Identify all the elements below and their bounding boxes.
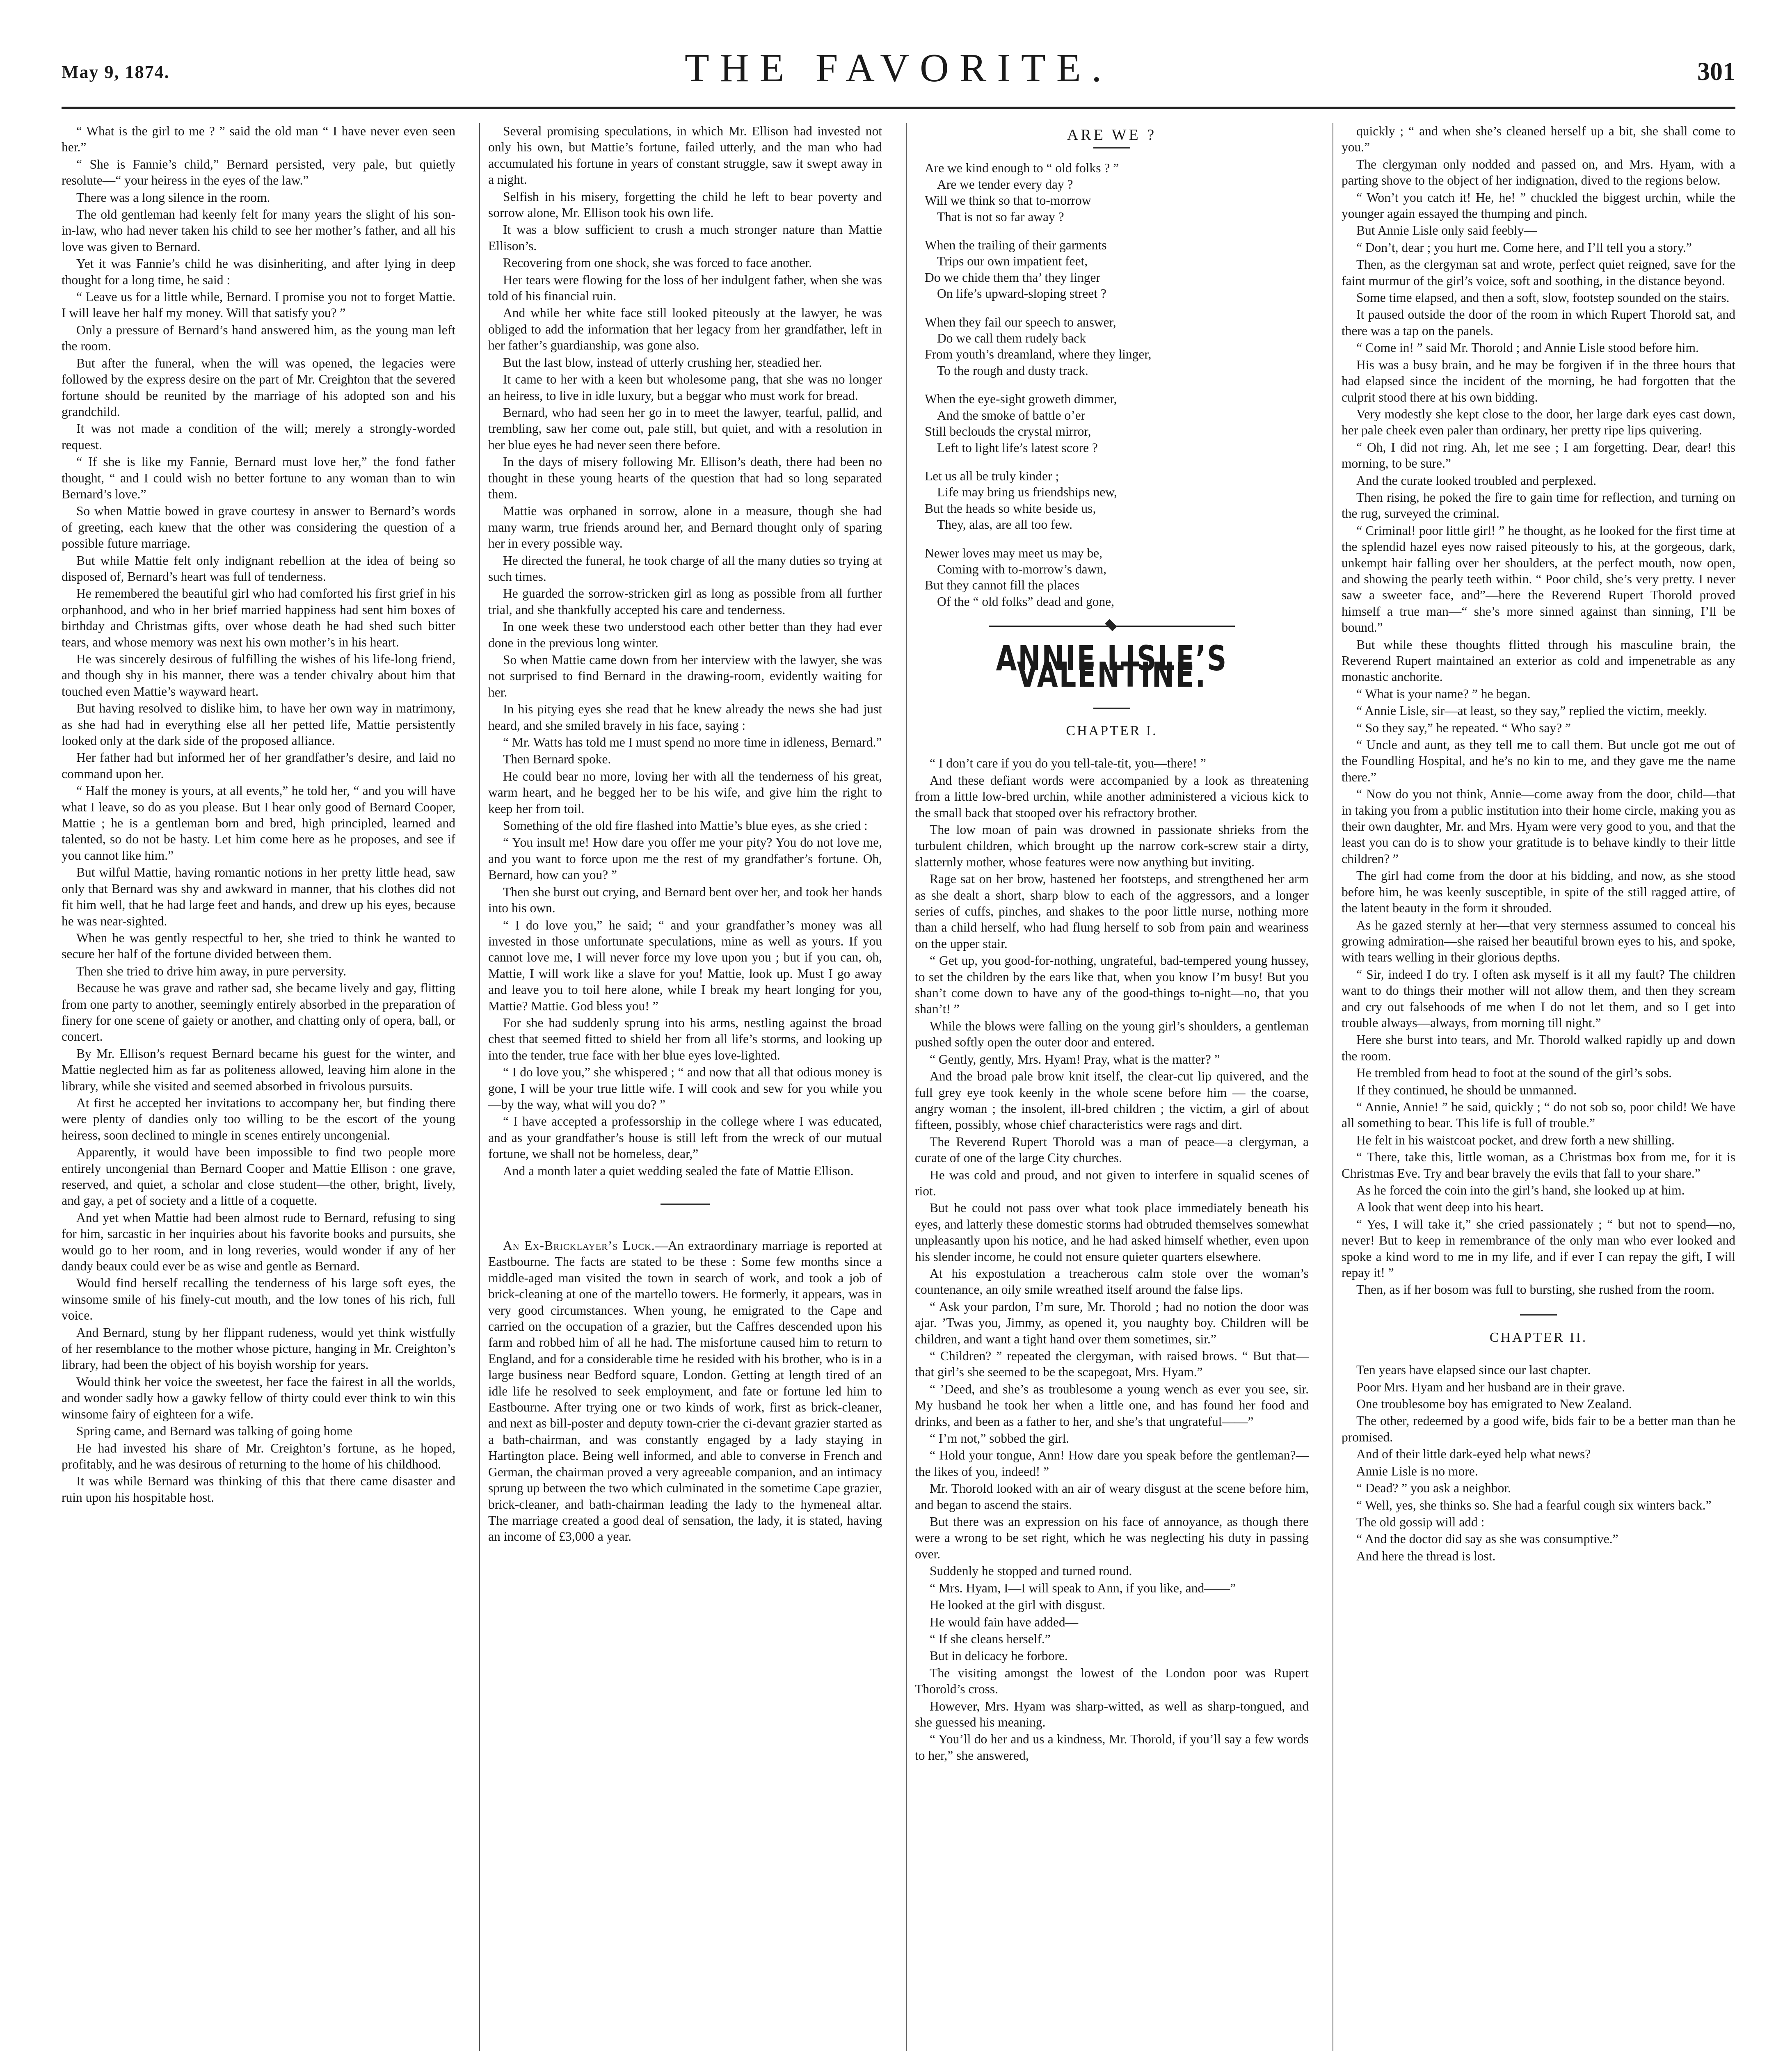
paragraph: “ Hold your tongue, Ann! How dare you speak before the gentleman?—the likes of you, indeed! ” <box>915 1448 1309 1479</box>
paragraph: Only a pressure of Bernard’s hand answered him, as the young man left the room. <box>62 322 455 354</box>
news-item-text: —An extraordinary marriage is reported at Eastbourne. The facts are stated to be these : Some few months since a middle-aged man visited the town in search of work, and took a job of brick-cleaning at one of the martello towers. He formerly, it appears, was in very good circumstances. When young, he emigrated to the Cape and carried on the occupation of a grazier, but the Caffres descended upon his farm and robbed him of all he had. The misfortune caused him to return to England, and for a considerable time he resided with his brother, who is in a large business near Bedford square, London. Getting at length tired of an idle life he resolved to seek employment, and fate or fortune led him to Eastbourne. After trying one or two kinds of work, first as brick-cleaner, and next as bill-poster and deputy town-crier the ci-devant grazier started as a bath-chairman, and was constantly engaged by a lady staying in Hartington place. Being well informed, and able to converse in French and German, the chairman proved a very agreeable companion, and an intimacy sprung up between the two which culminated in the sometime Cape grazier, brick-cleaner, and bath-chairman leading the lady to the hymeneal altar. The marriage created a good deal of sensation, the lady, it is stated, having an income of £3,000 a year. <box>488 1238 882 1544</box>
paragraph: In his pitying eyes she read that he knew already the news she had just heard, and she smiled bravely in his face, saying : <box>488 702 882 733</box>
paragraph: And a month later a quiet wedding sealed the fate of Mattie Ellison. <box>503 1163 854 1178</box>
paragraph: “ Mrs. Hyam, I—I will speak to Ann, if you like, and——” <box>930 1581 1236 1595</box>
paragraph: The old gentleman had keenly felt for many years the slight of his son-in-law, who had never taken his child to see her mother’s father, and all his love was given to Bernard. <box>62 207 455 254</box>
paragraph: It was not made a condition of the will; merely a strongly-worded request. <box>62 421 455 452</box>
paragraph: And yet when Mattie had been almost rude to Bernard, refusing to sing for him, sarcastic in her inquiries about his favorite books and pursuits, she would go to her room, and in long reveries, would wonder if any of her dandy beaux could ever be as wise and gentle as Bernard. <box>62 1210 455 1274</box>
paragraph: And the curate looked troubled and perplexed. <box>1356 473 1597 488</box>
paragraph: And here the thread is lost. <box>1356 1549 1496 1563</box>
paragraph: But the last blow, instead of utterly crushing her, steadied her. <box>503 355 822 370</box>
news-item-heading: An Ex-Bricklayer’s Luck. <box>503 1238 655 1253</box>
paragraph: But there was an expression on his face of annoyance, as though there were a wrong to be set right, which he was neglecting his duty in passing over. <box>915 1514 1309 1561</box>
paragraph: It paused outside the door of the room in which Rupert Thorold sat, and there was a tap on the panels. <box>1342 307 1735 338</box>
paragraph: “ I’m not,” sobbed the girl. <box>930 1431 1070 1446</box>
paragraph: For she had suddenly sprung into his arms, nestling against the broad chest that seemed fitted to shield her from all life’s storms, and looking up into the tender, true face with her blue eyes love-lighted. <box>488 1015 882 1062</box>
paragraph: “ Half the money is yours, at all events,” he told her, “ and you will have what I leave, so do as you please. But I hear only good of Bernard Cooper, Mattie ; he is a gentleman born and bred, high principled, learned and talented, so do not be hasty. Let him come here as he proposes, and see if you cannot like him.” <box>62 783 455 863</box>
paragraph: At his expostulation a treacherous calm stole over the woman’s countenance, an oily smile wreathed itself around the false lips. <box>915 1266 1309 1297</box>
paragraph: He trembled from head to foot at the sound of the girl’s sobs. <box>1356 1066 1672 1080</box>
chapter-2-text <box>1342 1362 1735 1564</box>
paragraph: “ Sir, indeed I do try. I often ask myself is it all my fault? The children want to do things their mother will not allow them, and then they scream and cry out falsehoods of me when I do not let them, and so I get into trouble always—always, from morning till night.” <box>1342 967 1735 1030</box>
paragraph: In the days of misery following Mr. Ellison’s death, there had been no thought in these young hearts of the question that had so long separated them. <box>488 455 882 501</box>
paragraph: “ Dead? ” you ask a neighbor. <box>1356 1481 1511 1496</box>
chapter-heading: CHAPTER I. <box>1066 723 1158 738</box>
paragraph: Would find herself recalling the tenderness of his large soft eyes, the winsome smile of his finely-cut mouth, and the low tones of his rich, full voice. <box>62 1276 455 1323</box>
column-2 <box>488 123 882 2051</box>
section-rule <box>661 1204 710 1205</box>
paragraph: Then, as if her bosom was full to bursting, she rushed from the room. <box>1356 1282 1715 1297</box>
page-number: 301 <box>1697 58 1735 86</box>
paragraph: The Reverend Rupert Thorold was a man of peace—a clergyman, a curate of one of the large City churches. <box>915 1134 1309 1165</box>
paragraph: Mr. Thorold looked with an air of weary disgust at the scene before him, and began to ascend the stairs. <box>915 1481 1309 1512</box>
paragraph: “ She is Fannie’s child,” Bernard persisted, very pale, but quietly resolute—“ your heiress in the eyes of the law.” <box>62 157 455 188</box>
paragraph: So when Mattie bowed in grave courtesy in answer to Bernard’s words of greeting, each knew that the other was considering the question of a possible future marriage. <box>62 504 455 551</box>
poem-line: And the smoke of battle o’er <box>937 408 1086 423</box>
title-rule <box>1093 147 1130 148</box>
paragraph: Because he was grave and rather sad, she became lively and gay, flitting from one party to another, seemingly entirely absorbed in the preparation of finery for one scene of gaiety or another, and chatting only of opera, ball, or concert. <box>62 981 455 1044</box>
paragraph: And while her white face still looked piteously at the lawyer, he was obliged to add the information that her legacy from her grandfather, left in her father’s guardianship, was gone also. <box>488 306 882 353</box>
paragraph: Selfish in his misery, forgetting the child he left to bear poverty and sorrow alone, Mr. Ellison took his own life. <box>488 189 882 220</box>
poem-line: Of the “ old folks” dead and gone, <box>937 594 1115 609</box>
paragraph: Then she burst out crying, and Bernard bent over her, and took her hands into his own. <box>488 884 882 916</box>
paragraph: “ Ask your pardon, I’m sure, Mr. Thorold ; had no notion the door was ajar. ’Twas you, Jimmy, as opened it, you naughty boy. Children will be children, and want a tight hand over them sometimes, sir.” <box>915 1299 1309 1346</box>
issue-date: May 9, 1874. <box>62 62 170 82</box>
paragraph: Annie Lisle is no more. <box>1356 1464 1478 1478</box>
poem-line: When the eye-sight groweth dimmer, <box>925 392 1117 407</box>
paragraph: The clergyman only nodded and passed on, and Mrs. Hyam, with a parting shove to the object of her indignation, dived to the regions below. <box>1342 157 1735 188</box>
paragraph: And of their little dark-eyed help what news? <box>1356 1447 1591 1462</box>
newspaper-page <box>62 45 1735 2051</box>
paragraph: “ Annie Lisle, sir—at least, so they say,” replied the victim, meekly. <box>1356 703 1707 718</box>
paragraph: Her tears were flowing for the loss of her indulgent father, when she was told of his financial ruin. <box>488 272 882 304</box>
paragraph: It came to her with a keen but wholesome pang, that she was no longer an heiress, to live in idle luxury, but a beggar who must work for bread. <box>488 372 882 403</box>
paragraph: “ Children? ” repeated the clergyman, with raised brows. “ But that—that girl’s she seemed to be the scapegoat, Mrs. Hyam.” <box>915 1349 1309 1380</box>
paragraph: Her father had but informed her of her grandfather’s desire, and laid no command upon her. <box>62 750 455 781</box>
paragraph: “ I do love you,” she whispered ; “ and now that all that odious money is gone, I will be your true little wife. I will cook and sew for you while you—by the way, what will you do? ” <box>488 1065 882 1112</box>
paragraph: If they continued, he should be unmanned. <box>1356 1083 1577 1097</box>
paragraph: He was sincerely desirous of fulfilling the wishes of his life-long friend, and though shy in his manner, there was a tender chivalry about him that touched even Mattie’s wayward heart. <box>62 652 455 699</box>
paragraph: As he gazed sternly at her—that very sternness assumed to conceal his growing admiration—she raised her beautiful brown eyes to his, and spoke, with tears welling in their glorious depths. <box>1342 918 1735 965</box>
paragraph: But while Mattie felt only indignant rebellion at the idea of being so disposed of, Bernard’s heart was full of tenderness. <box>62 553 455 584</box>
paragraph: He directed the funeral, he took charge of all the many duties so trying at such times. <box>488 553 882 584</box>
poem-stanza <box>925 468 1309 533</box>
paragraph: “ What is the girl to me ? ” said the old man “ I have never even seen her.” <box>62 124 455 155</box>
paragraph: “ Oh, I did not ring. Ah, let me see ; I am forgetting. Dear, dear! this morning, to be sure.” <box>1342 440 1735 471</box>
chapter-1-continued <box>1342 123 1735 1298</box>
paragraph: Rage sat on her brow, hastened her footsteps, and strengthened her arm as she dealt a short, sharp blow to each of the aggressors, and a longer series of cuffs, pinches, and shakes to the poor little nurse, nothing more than a child herself, who had flung herself to sob from pain and weariness on the upper stair. <box>915 872 1309 951</box>
poem-stanza <box>925 237 1309 302</box>
paragraph: When he was gently respectful to her, she tried to think he wanted to secure her half of the fortune divided between them. <box>62 930 455 962</box>
poem-line: Coming with to-morrow’s dawn, <box>937 562 1106 576</box>
paragraph: But having resolved to dislike him, to have her own way in matrimony, as she had had in everything else all her petted life, Mattie persistently looked only at the dark side of the proposed alliance. <box>62 701 455 748</box>
story-title: ANNIE LISLE’S VALENTINE. <box>996 638 1228 695</box>
paragraph: “ Don’t, dear ; you hurt me. Come here, and I’ll tell you a story.” <box>1356 240 1692 255</box>
paragraph: He felt in his waistcoat pocket, and drew forth a new shilling. <box>1356 1133 1675 1147</box>
paragraph: Suddenly he stopped and turned round. <box>930 1564 1132 1578</box>
paragraph: It was a blow sufficient to crush a much stronger nature than Mattie Ellison’s. <box>488 222 882 253</box>
paragraph: However, Mrs. Hyam was sharp-witted, as well as sharp-tongued, and she guessed his meaning. <box>915 1699 1309 1729</box>
paragraph: “ You insult me! How dare you offer me your pity? You do not love me, and you want to force upon me the rest of my grandfather’s fortune. Oh, Bernard, how can you? ” <box>488 835 882 882</box>
paragraph: Here she burst into tears, and Mr. Thorold walked rapidly up and down the room. <box>1342 1032 1735 1063</box>
story-continuation <box>488 123 882 1179</box>
paragraph: So when Mattie came down from her interview with the lawyer, she was not surprised to find Bernard in the drawing-room, evidently waiting for her. <box>488 653 882 699</box>
paragraph: And these defiant words were accompanied by a look as threatening from a little low-bred urchin, while another administered a vicious kick to the small back that stooped over his refractory brother. <box>915 773 1309 820</box>
paragraph: Then, as the clergyman sat and wrote, perfect quiet reigned, save for the faint murmur of the girl’s voice, soft and soothing, in the distance beyond. <box>1342 257 1735 288</box>
poem-line: To the rough and dusty track. <box>937 363 1088 378</box>
paragraph: Bernard, who had seen her go in to meet the lawyer, tearful, pallid, and trembling, saw her come out, pale still, but quiet, and with a resolution in her blue eyes he had never seen there before. <box>488 405 882 452</box>
poem-line: Will we think so that to-morrow <box>925 193 1091 208</box>
paragraph: He guarded the sorrow-stricken girl as long as possible from all further trial, and she thankfully accepted his care and tenderness. <box>488 586 882 617</box>
paragraph: “ Gently, gently, Mrs. Hyam! Pray, what is the matter? ” <box>930 1052 1220 1067</box>
poem-line: Let us all be truly kinder ; <box>925 468 1059 483</box>
paragraph: Would think her voice the sweetest, her face the fairest in all the worlds, and wonder sadly how a gawky fellow of thirty could ever think to win this winsome fairy of eighteen for a wife. <box>62 1374 455 1421</box>
paragraph: Recovering from one shock, she was forced to face another. <box>503 256 812 270</box>
header-rule <box>62 107 1735 109</box>
poem-line: When they fail our speech to answer, <box>925 315 1116 329</box>
paragraph: Several promising speculations, in which Mr. Ellison had invested not only his own, but Mattie’s fortune, failed utterly, and the man who had accumulated his fortune in years of constant struggle, saw it swept away in a night. <box>488 124 882 187</box>
chapter-heading: CHAPTER II. <box>1489 1329 1588 1345</box>
paragraph: Poor Mrs. Hyam and her husband are in their grave. <box>1356 1380 1625 1394</box>
news-item <box>488 1238 882 1545</box>
paragraph: “ I don’t care if you do you tell-tale-tit, you—there! ” <box>930 756 1206 771</box>
paragraph: It was while Bernard was thinking of this that there came disaster and ruin upon his hospitable host. <box>62 1474 455 1505</box>
poem-line: Do we call them rudely back <box>937 331 1086 346</box>
paragraph: But in delicacy he forbore. <box>930 1649 1068 1663</box>
paragraph: “ Won’t you catch it! He, he! ” chuckled the biggest urchin, while the younger again essayed the thumping and pinch. <box>1342 190 1735 221</box>
column-1 <box>62 123 455 2051</box>
poem-line: Are we kind enough to “ old folks ? ” <box>925 161 1119 176</box>
paragraph: And Bernard, stung by her flippant rudeness, would yet think wistfully of her resemblance to the mother whose picture, hanging in Mr. Creighton’s library, had been the object of his boyish worship for years. <box>62 1325 455 1372</box>
column-4 <box>1342 123 1735 2051</box>
paragraph: Mattie was orphaned in sorrow, alone in a measure, though she had many warm, true friends around her, and Bernard thought only of sparing her in every possible way. <box>488 504 882 551</box>
paragraph: “ Now do you not think, Annie—come away from the door, child—that in taking you from a public institution into their home circle, making you as their own daughter, Mr. and Mrs. Hyam were very good to you, and that the least you can do is to show your gratitude is to behave kindly to their little children? ” <box>1342 787 1735 866</box>
paragraph: “ You’ll do her and us a kindness, Mr. Thorold, if you’ll say a few words to her,” she answered, <box>915 1732 1309 1763</box>
poem-line: When the trailing of their garments <box>925 238 1107 253</box>
paragraph: “ Annie, Annie! ” he said, quickly ; “ do not sob so, poor child! We have all something to bear. This life is full of trouble.” <box>1342 1099 1735 1131</box>
poem-line: Trips our own impatient feet, <box>937 254 1088 269</box>
paragraph: Something of the old fire flashed into Mattie’s blue eyes, as she cried : <box>503 818 868 833</box>
paragraph: The old gossip will add : <box>1356 1514 1485 1529</box>
masthead: THE FAVORITE. <box>684 46 1113 90</box>
paragraph: In one week these two understood each other better than they had ever done in the previous long winter. <box>488 619 882 650</box>
paragraph: Very modestly she kept close to the door, her large dark eyes cast down, her pale cheek even paler than ordinary, her pretty ripe lips quivering. <box>1342 407 1735 438</box>
paragraph: Spring came, and Bernard was talking of going home <box>76 1424 352 1439</box>
chapter-rule <box>1520 1314 1557 1316</box>
paragraph: “ And the doctor did say as she was consumptive.” <box>1356 1532 1618 1546</box>
paragraph: But wilful Mattie, having romantic notions in her pretty little head, saw only that Bernard was shy and awkward in manner, that his clothes did not fit him well, that he had large feet and hands, and drew up his eyes, because he was near-sighted. <box>62 865 455 928</box>
paragraph: “ Yes, I will take it,” she cried passionately ; “ but not to spend—no, never! But to keep in remembrance of the only man who ever looked and spoke a kind word to me in my life, and if ever I can repay the gift, I will repay it! ” <box>1342 1217 1735 1280</box>
column-divider <box>479 123 480 2051</box>
paragraph: And the broad pale brow knit itself, the clear-cut lip quivered, and the full grey eye took keenly in the whole scene before him — the coarse, angry woman ; the insolent, ill-bred children ; the victim, a girl of about fifteen, possibly, whose chief characteristics were rags and dirt. <box>915 1069 1309 1132</box>
paragraph: A look that went deep into his heart. <box>1356 1200 1544 1215</box>
paragraph: “ Well, yes, she thinks so. She had a fearful cough six winters back.” <box>1356 1498 1712 1512</box>
poem-line: Are we tender every day ? <box>937 177 1073 192</box>
paragraph: Then she tried to drive him away, in pure perversity. <box>76 964 347 978</box>
column-3 <box>915 123 1309 2051</box>
paragraph: “ If she is like my Fannie, Bernard must love her,” the fond father thought, “ and I could wish no better fortune to any woman than to win Bernard’s love.” <box>62 455 455 501</box>
paragraph: He was cold and proud, and not given to interfere in squalid scenes of riot. <box>915 1167 1309 1198</box>
poem-line: That is not so far away ? <box>937 209 1064 224</box>
paragraph: “ I do love you,” he said; “ and your grandfather’s money was all invested in those unfortunate speculations, mine as well as yours. If you cannot love me, I will never force my love upon you ; but if you can, oh, Mattie, I will work like a slave for you! Mattie, look up. Must I go away and leave you to toil here alone, while I break my heart longing for you, Mattie? Mattie. God bless you! ” <box>488 918 882 1013</box>
poem-line: Do we chide them tha’ they linger <box>925 270 1101 285</box>
poem-line: Left to light life’s latest score ? <box>937 440 1098 455</box>
page-header <box>62 45 1735 115</box>
poem-line: On life’s upward-sloping street ? <box>937 286 1106 301</box>
ornamental-divider <box>989 622 1235 630</box>
paragraph: He remembered the beautiful girl who had comforted his first grief in his orphanhood, and who in her brief married happiness had sent him boxes of birthday and Christmas gifts, over whose death he had shed such bitter tears, and whose memory was next his own mother’s in his heart. <box>62 586 455 649</box>
poem-line: Still beclouds the crystal mirror, <box>925 424 1091 439</box>
paragraph: The low moan of pain was drowned in passionate shrieks from the turbulent children, which brought up the narrow cork-screw stair a dirty, slatternly mother, whose features were now anything but inviting. <box>915 822 1309 869</box>
paragraph: But while these thoughts flitted through his masculine brain, the Reverend Rupert maintained an exterior as cold and impenetrable as any monastic anchorite. <box>1342 637 1735 684</box>
paragraph: Then Bernard spoke. <box>503 752 611 767</box>
poem-body <box>915 160 1309 610</box>
chapter-1-text <box>915 755 1309 1763</box>
column-divider <box>906 123 907 2051</box>
paragraph: “ Uncle and aunt, as they tell me to call them. But uncle got me out of the Foundling Hospital, and he’s no kin to me, and they gave me the name there.” <box>1342 738 1735 784</box>
paragraph: “ If she cleans herself.” <box>930 1631 1051 1646</box>
paragraph: There was a long silence in the room. <box>76 190 270 205</box>
paragraph: quickly ; “ and when she’s cleaned herself up a bit, she shall come to you.” <box>1342 124 1735 155</box>
paragraph: Then rising, he poked the fire to gain time for reflection, and turning on the rug, surveyed the criminal. <box>1342 490 1735 521</box>
title-rule <box>1093 708 1130 709</box>
paragraph: Some time elapsed, and then a soft, slow, footstep sounded on the stairs. <box>1356 290 1730 305</box>
paragraph: “ Come in! ” said Mr. Thorold ; and Annie Lisle stood before him. <box>1356 340 1699 355</box>
poem-line: But the heads so white beside us, <box>925 501 1096 516</box>
paragraph: “ So they say,” he repeated. “ Who say? ” <box>1356 720 1571 735</box>
paragraph: He looked at the girl with disgust. <box>930 1598 1105 1612</box>
paragraph: Ten years have elapsed since our last chapter. <box>1356 1363 1591 1377</box>
paragraph: But after the funeral, when the will was opened, the legacies were followed by the express desire on the part of Mr. Creighton that the severed fortune should be reunited by the marriage of his adopted son and his grandchild. <box>62 356 455 419</box>
paragraph: By Mr. Ellison’s request Bernard became his guest for the winter, and Mattie neglected him as far as politeness allowed, leaving him alone in the library, while she visited and seemed absorbed in frivolous pursuits. <box>62 1046 455 1093</box>
paragraph: But he could not pass over what took place immediately beneath his eyes, and latterly these domestic storms had obtruded themselves somewhat unpleasantly upon his notice, and he had asked himself whether, even upon his slender income, he could not ensure quieter quarters elsewhere. <box>915 1201 1309 1264</box>
paragraph: One troublesome boy has emigrated to New Zealand. <box>1356 1397 1632 1411</box>
poem-title: ARE WE ? <box>1067 126 1157 144</box>
paragraph: “ Leave us for a little while, Bernard. I promise you not to forget Mattie. I will leave her half my money. Will that satisfy you? ” <box>62 290 455 320</box>
paragraph: But Annie Lisle only said feebly— <box>1356 223 1537 238</box>
paragraph: Apparently, it would have been impossible to find two people more entirely uncongenial than Bernard Cooper and Mattie Ellison : one grave, reserved, and quiet, a scholar and close student—the other, bright, lively, and gay, a pet of society and a little of a coquette. <box>62 1145 455 1208</box>
paragraph: He had invested his share of Mr. Creighton’s fortune, as he hoped, profitably, and he was desirous of returning to the home of his childhood. <box>62 1441 455 1471</box>
paragraph: The girl had come from the door at his bidding, and now, as she stood before him, he was keenly susceptible, in spite of the still ragged attire, of the latent beauty in the form it shrouded. <box>1342 868 1735 916</box>
poem-line: They, alas, are all too few. <box>937 517 1073 532</box>
paragraph: He could bear no more, loving her with all the tenderness of his great, warm heart, and he begged her to be his wife, and give him the right to keep her from toil. <box>488 769 882 816</box>
poem-line: But they cannot fill the places <box>925 578 1080 593</box>
paragraph: “ ’Deed, and she’s as troublesome a young wench as ever you see, sir. My husband he took her when a little one, and has found her food and drinks, and been as a father to her, and she’s that ungrateful——” <box>915 1382 1309 1429</box>
paragraph: “ What is your name? ” he began. <box>1356 686 1531 701</box>
paragraph: “ There, take this, little woman, as a Christmas box from me, for it is Christmas Eve. Try and bear bravely the evils that fall to your share.” <box>1342 1150 1735 1181</box>
poem-line: Life may bring us friendships new, <box>937 485 1117 500</box>
paragraph: The visiting amongst the lowest of the London poor was Rupert Thorold’s cross. <box>915 1665 1309 1697</box>
paragraph: His was a busy brain, and he may be forgiven if in the three hours that had elapsed since the incident of the morning, he had forgotten that the culprit stood there at his own bidding. <box>1342 357 1735 404</box>
paragraph: “ Mr. Watts has told me I must spend no more time in idleness, Bernard.” <box>503 735 882 750</box>
paragraph: “ Criminal! poor little girl! ” he thought, as he looked for the first time at the splendid hazel eyes now raised piteously to his, at the gorgeous, dark, unkempt hair falling over her shoulders, at the perfect mouth, now open, and showing the pearly teeth within. “ Poor child, she’s very pretty. I never saw a sweeter face, and”—here the Reverend Rupert Thorold proved himself a true man—“ she’s more sinned against than sinning, I’ll be bound.” <box>1342 523 1735 635</box>
paragraph: The other, redeemed by a good wife, bids fair to be a better man than he promised. <box>1342 1414 1735 1444</box>
paragraph: While the blows were falling on the young girl’s shoulders, a gentleman pushed softly open the outer door and entered. <box>915 1019 1309 1050</box>
poem-line: From youth’s dreamland, where they linger, <box>925 347 1152 362</box>
paragraph: Yet it was Fannie’s child he was disinheriting, and after lying in deep thought for a long time, he said : <box>62 256 455 287</box>
poem-stanza <box>925 391 1309 456</box>
poem-stanza <box>925 314 1309 379</box>
poem-stanza <box>925 545 1309 610</box>
paragraph: At first he accepted her invitations to accompany her, but finding there were plenty of dandies only too willing to be the escort of the young heiress, soon declined to mingle in scenes entirely uncongenial. <box>62 1095 455 1142</box>
poem-line: Newer loves may meet us may be, <box>925 546 1102 560</box>
paragraph: As he forced the coin into the girl’s hand, she looked up at him. <box>1356 1183 1685 1197</box>
paragraph: “ I have accepted a professorship in the college where I was educated, and as your grandfather’s house is still left from the wreck of our mutual fortune, we shall not be homeless, dear,” <box>488 1114 882 1161</box>
paragraph: “ Get up, you good-for-nothing, ungrateful, bad-tempered young hussey, to set the children by the ears like that, when you know I’m busy! But you shan’t come down to have any of the good-things to-night—no, that you shan’t! ” <box>915 953 1309 1016</box>
poem-stanza <box>925 160 1309 225</box>
paragraph: He would fain have added— <box>930 1615 1079 1629</box>
